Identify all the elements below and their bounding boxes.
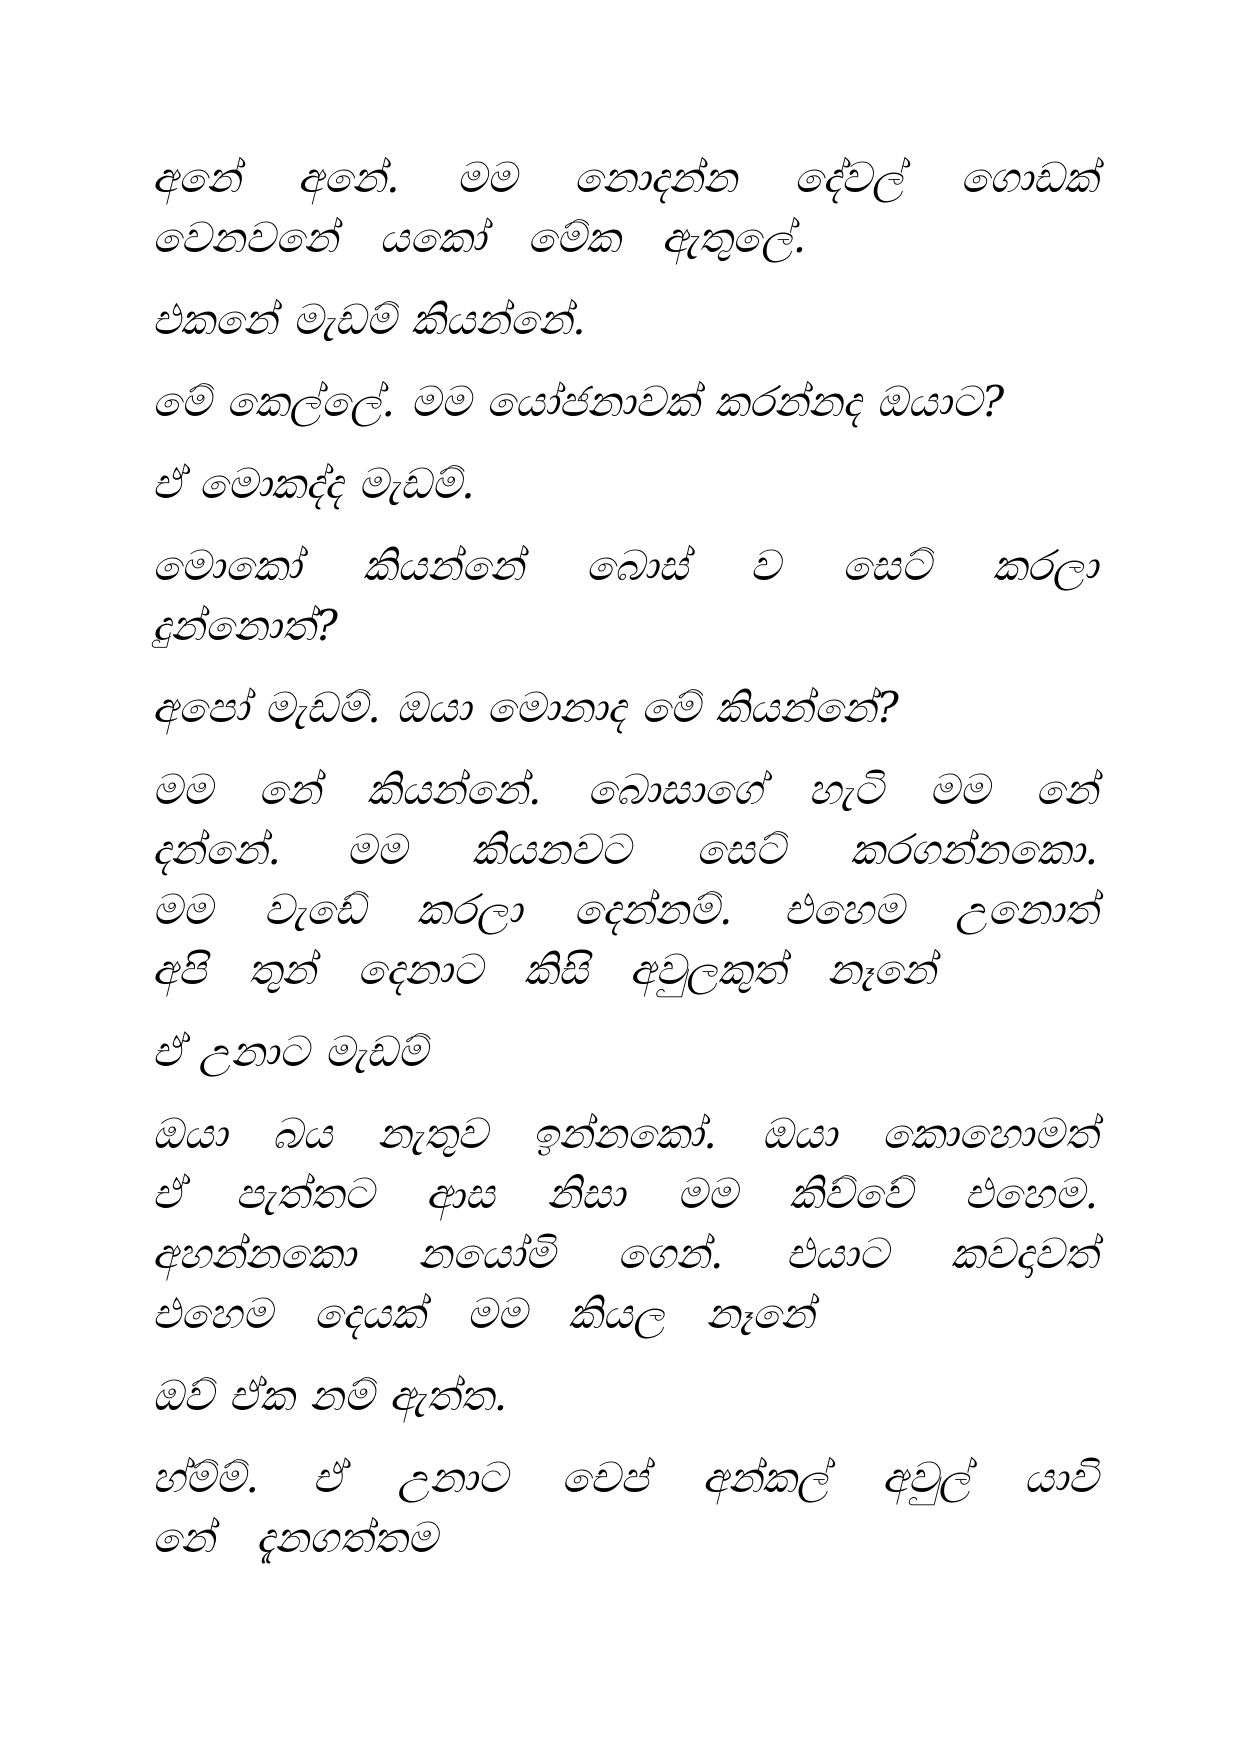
- paragraph: මම නේ කියන්නේ. බොසාගේ හැටි මම නේ දන්නේ. මම කියනවට සෙට් කරගන්නකො. මම වැඩේ කරලා දෙන්නම්. එහෙම උනොත් අපි තුන් දෙනාට කිසි අවුලකුත් නෑනේ: [152, 765, 1098, 994]
- paragraph: අනේ අනේ. මම නොදන්න දේවල් ගොඩක් වෙනවනේ යකෝ මේක ඇතුලේ.: [152, 153, 1098, 262]
- paragraph: ඒ උනාට මැඩම්: [152, 1027, 428, 1076]
- paragraph: අපෝ මැඩම්. ඔයා මොනාද මේ කියන්නේ?: [152, 683, 899, 732]
- paragraph: මොකෝ කියන්නේ බොස් ව සෙට් කරලා දුන්නොත්?: [152, 541, 1098, 650]
- paragraph: මේ කෙල්ලේ. මම යෝජනාවක් කරන්නද ඔයාට?: [152, 377, 1005, 426]
- document-body: [152, 148, 1098, 1590]
- paragraph: ඔයා බය නැතුව ඉන්නකෝ. ඔයා කොහොමත් ඒ පැත්තට ආස නිසා මම කිව්වේ එහෙම. අහන්නකො නයෝමි ගෙන්. එයාට කවදාවත් එහෙම දෙයක් මම කියල නෑනේ: [152, 1109, 1098, 1338]
- paragraph: එකනේ මැඩම් කියන්නේ.: [152, 295, 586, 344]
- paragraph: ඔව් ඒක නම් ඇත්ත.: [152, 1371, 508, 1420]
- paragraph: හ්ම්ම්. ඒ උනාට චෙප් අන්කල් අවුල් යාවි නේ දැනගත්තම: [152, 1453, 1098, 1562]
- paragraph: ඒ මොකද්ද මැඩම්.: [152, 459, 475, 508]
